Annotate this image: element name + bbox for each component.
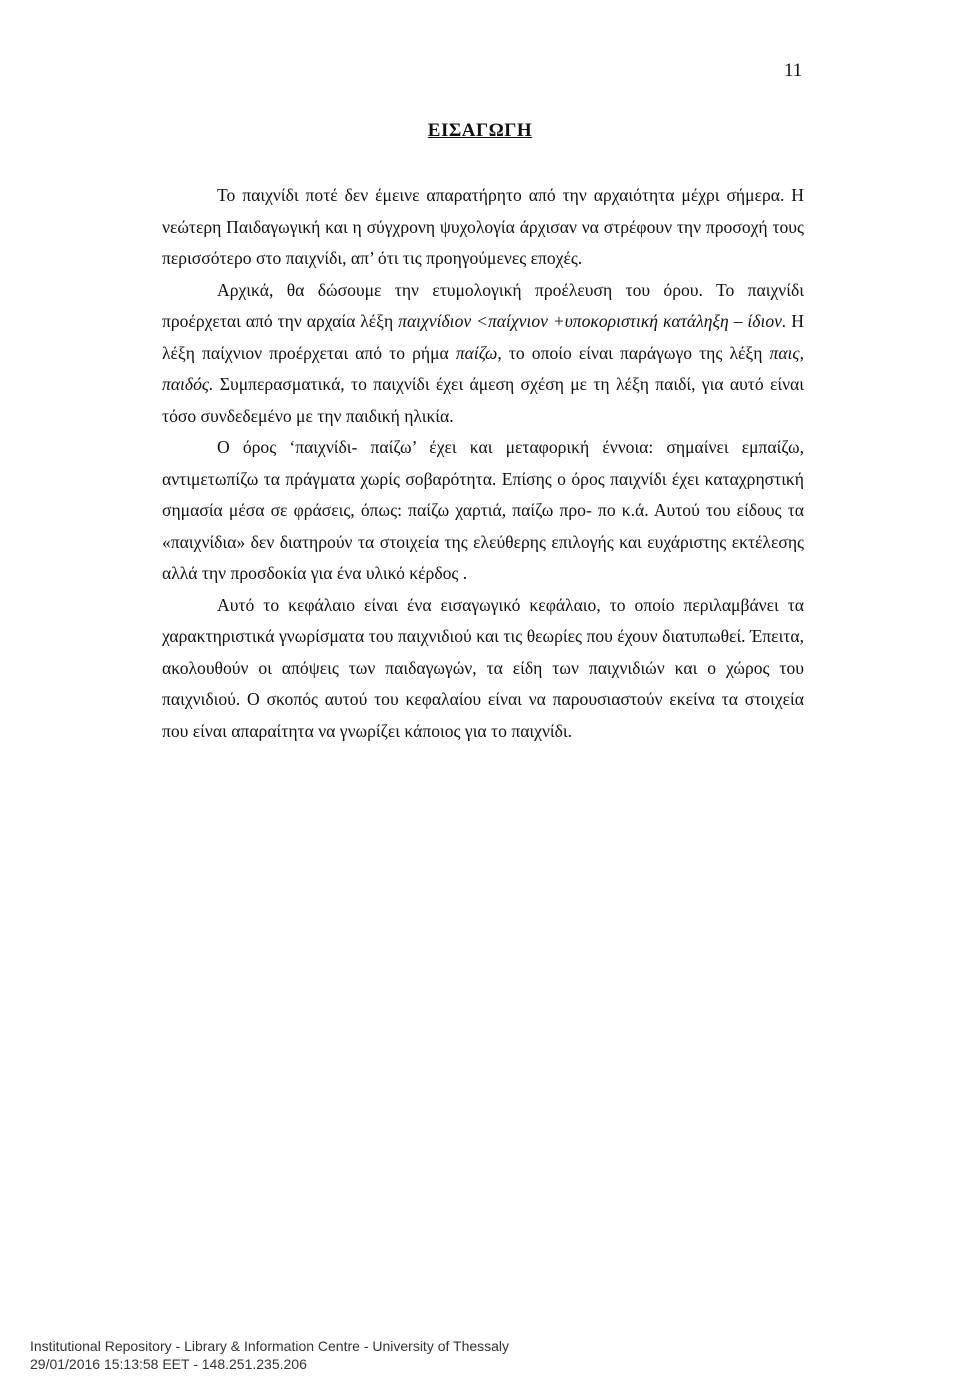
text-run: , το οποίο είναι παράγωγο της λέξη: [497, 342, 770, 363]
page-number: 11: [784, 60, 803, 81]
paragraph-1: [162, 180, 804, 275]
text-run: Ο όρος ‘παιχνίδι- παίζω’ έχει και μεταφορική έννοια: σημαίνει εμπαίζω, αντιμετωπίζω τα πράγματα χωρίς σοβαρότητα. Επίσης ο όρος παιχνίδι έχει καταχρηστική σημασία μέσα σε φράσεις, όπως: παίζω χαρτιά, παίζω προ- πο κ.ά. Αυτού του είδους τα «παιχνίδια» δεν διατηρούν τα στοιχεία της ελεύθερης επιλογής και ευχάριστης εκτέλεσης αλλά την προσδοκία για ένα υλικό κέρδος .: [162, 437, 804, 583]
paragraph-4: [162, 590, 804, 748]
document-body: [162, 180, 804, 747]
section-title: ΕΙΣΑΓΩΓΗ: [427, 120, 533, 141]
italic-run: παίζω: [455, 342, 498, 363]
download-timestamp: 29/01/2016 15:13:58 EET - 148.251.235.206: [30, 1356, 307, 1372]
text-run: Αυτό το κεφάλαιο είναι ένα εισαγωγικό κεφάλαιο, το οποίο περιλαμβάνει τα χαρακτηριστικά γνωρίσματα του παιχνιδιού και τις θεωρίες που έχουν διατυπωθεί. Έπειτα, ακολουθούν οι απόψεις των παιδαγωγών, τα είδη των παιχνιδιών και ο χώρος του παιχνιδιού. Ο σκοπός αυτού του κεφαλαίου είναι να παρουσιαστούν εκείνα τα στοιχεία που είναι απαραίτητα να γνωρίζει κάποιος για το παιχνίδι.: [162, 594, 804, 741]
text-run: Αρχικά, θα δώσουμε την ετυμολογική προέλευση του όρου. Το παιχνίδι προέρχεται από την αρχαία λέξη: [162, 279, 804, 331]
text-run: Συμπερασματικά, το παιχνίδι έχει άμεση σχέση με τη λέξη παιδί, για αυτό είναι τόσο συνδεδεμένο με την παιδική ηλικία.: [162, 374, 804, 426]
repository-footer: Institutional Repository - Library & Information Centre - University of Thessaly: [30, 1338, 510, 1354]
text-run: Η λέξη παίχνιον προέρχεται από το ρήμα: [162, 311, 805, 363]
italic-run: παιχνίδιον <παίχνιον +υποκοριστική κατάληξη – ίδιον.: [398, 311, 787, 331]
text-run: Το παιχνίδι ποτέ δεν έμεινε απαρατήρητο από την αρχαιότητα μέχρι σήμερα. Η νεώτερη Παιδαγωγική και η σύγχρονη ψυχολογία άρχισαν να στρέφουν την προσοχή τους περισσότερο στο παιχνίδι, απ’ ότι τις προηγούμενες εποχές.: [162, 185, 804, 268]
paragraph-2: [162, 275, 804, 433]
paragraph-3: [162, 432, 804, 590]
italic-run: παις, παιδός.: [162, 342, 804, 394]
